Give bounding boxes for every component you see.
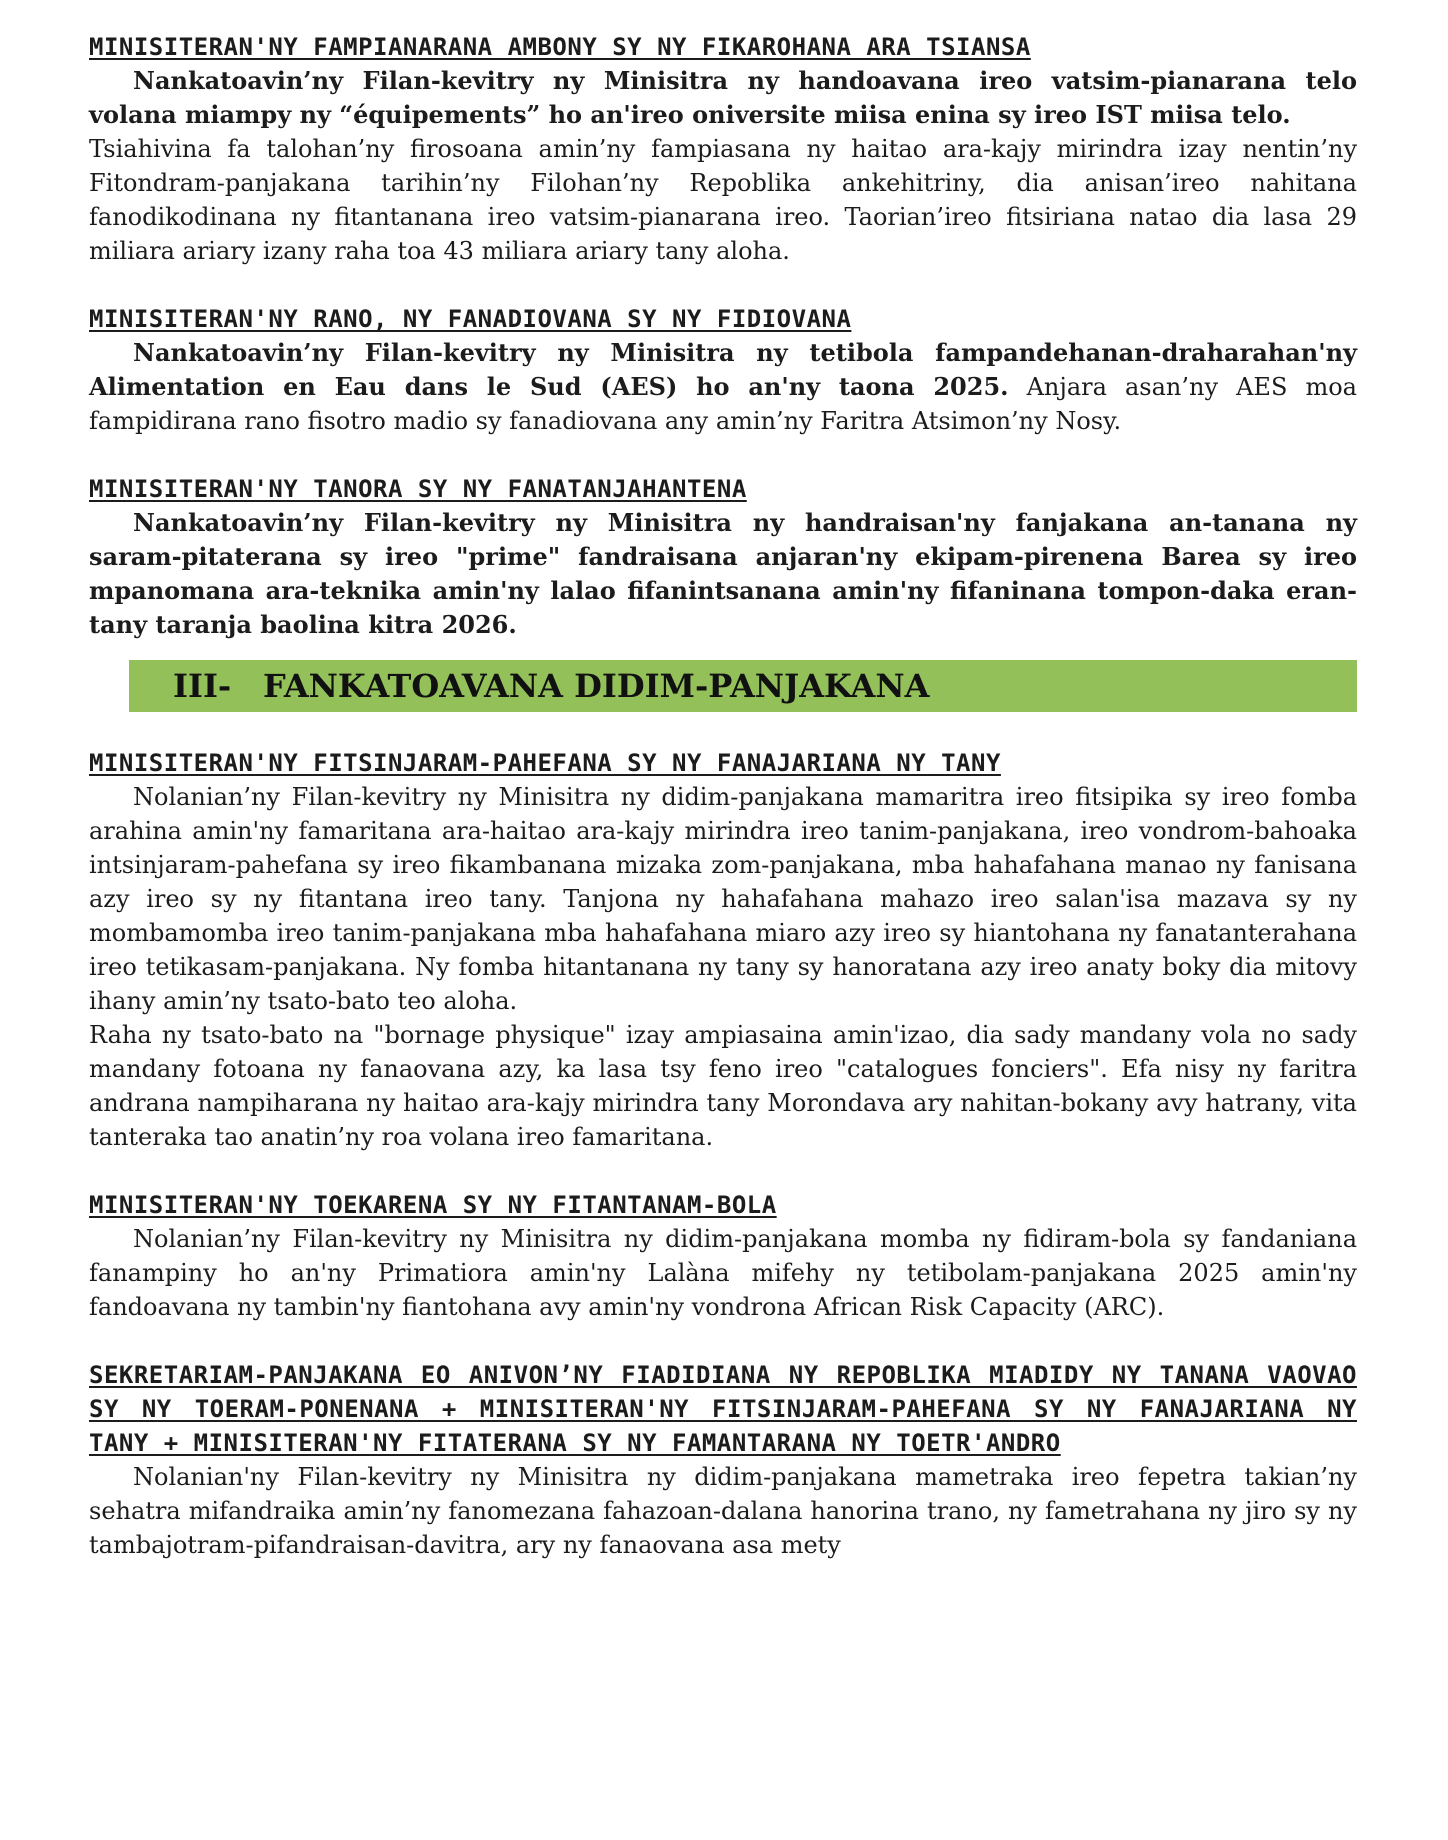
decree-paragraph-joint-ministries: Nolanian'ny Filan-kevitry ny Minisitra ny didim-panjakana mametraka ireo fepetra takian’ny sehatra mifandraika amin’ny fanomezana fahazoan-dalana hanorina trano, ny fametrahana ny jiro sy ny tambajotram-pifandraisan-davitra, ary ny fanaovana asa mety [89, 1463, 1357, 1559]
section-heading-decentralization: MINISITERAN'NY FITSINJARAM-PAHEFANA SY NY FANAJARIANA NY TANY [89, 749, 1001, 777]
part-title: FANKATOAVANA DIDIM-PANJAKANA [263, 667, 930, 705]
section-heading-joint-ministries: SEKRETARIAM-PANJAKANA EO ANIVON’NY FIADIDIANA NY REPOBLIKA MIADIDY NY TANANA VAOVAO SY NY TOERAM-PONENANA + MINISITERAN'NY FITSINJARAM-PAHEFANA SY NY FANAJARIANA NY TANY + MINISITERAN'NY FITATERANA SY NY FAMANTARANA NY TOETR'ANDRO [89, 1361, 1357, 1457]
section-heading-water: MINISITERAN'NY RANO, NY FANADIOVANA SY NY FIDIOVANA [89, 305, 852, 333]
decision-body: Anjara asan’ny AES moa fampidirana rano fisotro madio sy fanadiovana any amin’ny Faritra Atsimon’ny Nosy. [89, 373, 1357, 435]
decision-paragraph-youth-sports [89, 506, 1357, 642]
decision-lead: Nankatoavin’ny Filan-kevitry ny Minisitra ny tetibola fampandehanan-draharahan'ny Alimentation en Eau dans le Sud (AES) ho an'ny taona 2025. [89, 338, 1357, 401]
decision-lead: Nankatoavin’ny Filan-kevitry ny Minisitra ny handraisan'ny fanjakana an-tanana ny saram-pitaterana sy ireo "prime" fandraisana anjaran'ny ekipam-pirenena Barea sy ireo mpanomana ara-teknika amin'ny lalao fifanintsanana amin'ny fifaninana tompon-daka eran-tany taranja baolina kitra 2026. [89, 508, 1357, 639]
decision-paragraph-water [89, 336, 1357, 438]
decision-paragraph-higher-education [89, 64, 1357, 132]
part-number: III- [173, 667, 232, 705]
decision-lead: Nankatoavin’ny Filan-kevitry ny Minisitra ny handoavana ireo vatsim-pianarana telo volana miampy ny “équipements” ho an'ireo oniversite miisa enina sy ireo IST miisa telo. [89, 66, 1357, 129]
section-heading-higher-education: MINISITERAN'NY FAMPIANARANA AMBONY SY NY FIKAROHANA ARA TSIANSA [89, 33, 1031, 61]
section-heading-youth-sports: MINISITERAN'NY TANORA SY NY FANATANJAHANTENA [89, 475, 747, 503]
decree-paragraph-economy-finance: Nolanian’ny Filan-kevitry ny Minisitra ny didim-panjakana momba ny fidiram-bola sy fandaniana fanampiny ho an'ny Primatiora amin'ny Lalàna mifehy ny tetibolam-panjakana 2025 amin'ny fandoavana ny tambin'ny fiantohana avy amin'ny vondrona African Risk Capacity (ARC). [89, 1225, 1357, 1321]
decree-paragraph-decentralization: Nolanian’ny Filan-kevitry ny Minisitra ny didim-panjakana mamaritra ireo fitsipika sy ireo fomba arahina amin'ny famaritana ara-haitao ara-kajy mirindra ireo tanim-panjakana, ireo vondrom-bahoaka intsinjaram-pahefana sy ireo fikambanana mizaka zom-panjakana, mba hahafahana manao ny fanisana azy ireo sy ny fitantana ireo tany. Tanjona ny hahafahana mahazo ireo salan'isa mazava sy ny mombamomba ireo tanim-panjakana mba hahafahana miaro azy ireo sy hiantohana ny fanatanterahana ireo tetikasam-panjakana. Ny fomba hitantanana ny tany sy hanoratana azy ireo anaty boky dia mitovy ihany amin’ny tsato-bato teo aloha. [89, 783, 1357, 1015]
section-heading-economy-finance: MINISITERAN'NY TOEKARENA SY NY FITANTANAM-BOLA [89, 1191, 777, 1219]
context-paragraph-decentralization: Raha ny tsato-bato na "bornage physique" izay ampiasaina amin'izao, dia sady mandany vola no sady mandany fotoana ny fanaovana azy, ka lasa tsy feno ireo "catalogues fonciers". Efa nisy ny faritra andrana nampiharana ny haitao ara-kajy mirindra tany Morondava ary nahitan-bokany avy hatrany, vita tanteraka tao anatin’ny roa volana ireo famaritana. [89, 1021, 1357, 1151]
document-page [89, 30, 1357, 1562]
part-three-banner [129, 660, 1357, 712]
context-paragraph-higher-education: Tsiahivina fa talohan’ny firosoana amin’ny fampiasana ny haitao ara-kajy mirindra izay nentin’ny Fitondram-panjakana tarihin’ny Filohan’ny Repoblika ankehitriny, dia anisan’ireo nahitana fanodikodinana ny fitantanana ireo vatsim-pianarana ireo. Taorian’ireo fitsiriana natao dia lasa 29 miliara ariary izany raha toa 43 miliara ariary tany aloha. [89, 135, 1357, 265]
